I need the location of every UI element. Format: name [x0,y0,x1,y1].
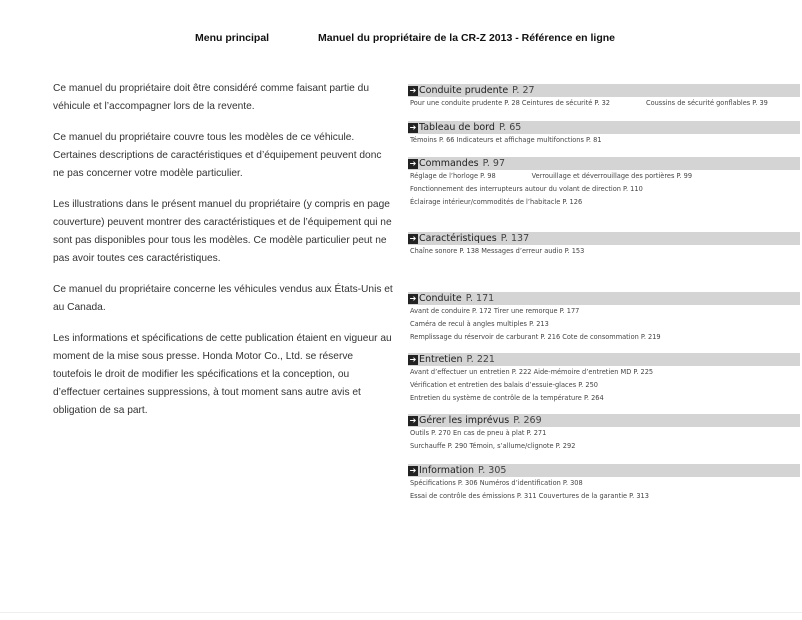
toc-section-header[interactable] [408,84,800,97]
arrow-right-icon: ➔ [409,293,417,303]
main-menu-link[interactable]: Menu principal [195,32,270,44]
toc-line [408,379,800,392]
toc-link[interactable]: Surchauffe P. 290 [410,442,468,450]
toc-link[interactable]: Cote de consommation P. 219 [562,333,661,341]
toc-link[interactable]: Chaîne sonore P. 138 [410,247,480,255]
section-page[interactable]: P. 65 [498,122,522,133]
toc-link[interactable]: Pour une conduite prudente P. 28 [410,99,520,107]
toc-link[interactable]: Indicateurs et affichage multifonctions P. 81 [456,136,602,144]
toc-section-header[interactable] [408,353,800,366]
toc-section [408,292,800,344]
toc-link[interactable]: En cas de pneu à plat P. 271 [453,429,547,437]
arrow-right-icon: ➔ [409,233,417,243]
toc-link[interactable]: Numéros d’identification P. 308 [479,479,583,487]
toc-section-header[interactable] [408,464,800,477]
toc-section [408,121,800,147]
section-title[interactable]: Entretien [419,354,463,365]
toc-line [408,440,800,453]
toc-line [408,490,800,503]
intro-paragraph: Ce manuel du propriétaire concerne les véhicules vendus aux États-Unis et au Canada. [53,284,393,313]
arrow-right-icon: ➔ [409,158,417,168]
toc-section-header[interactable] [408,414,800,427]
toc-line [408,305,800,318]
toc-line [408,427,800,440]
toc-line [408,183,800,196]
intro-paragraph: Les informations et spécifications de cette publication étaient en vigueur au moment de la mise sous presse. Honda Motor Co., Ltd. se réserve toutefois le droit de modifier les spécifications et la conception, ou d’effectuer certaines suppressions, à tout moment sans autre avis et obligation de sa part. [53,333,392,416]
toc-link[interactable]: Couvertures de la garantie P. 313 [538,492,649,500]
section-page[interactable]: P. 97 [482,158,506,169]
section-title[interactable]: Caractéristiques [419,233,497,244]
toc-line [408,366,800,379]
intro-paragraph: Ce manuel du propriétaire doit être considéré comme faisant partie du véhicule et l’accompagner lors de la revente. [53,83,369,112]
toc-line [408,170,800,183]
toc-link[interactable]: Témoin, s’allume/clignote P. 292 [469,442,576,450]
toc-link[interactable]: Coussins de sécurité gonflables P. 39 [645,99,768,107]
arrow-right-icon: ➔ [409,465,417,475]
toc-link[interactable]: Réglage de l’horloge P. 98 [410,172,496,180]
arrow-right-icon: ➔ [409,85,417,95]
toc-line [408,477,800,490]
toc-section [408,84,800,110]
toc-line [408,97,800,110]
toc-link[interactable]: Avant d’effectuer un entretien P. 222 [410,368,532,376]
page-title: Manuel du propriétaire de la CR-Z 2013 - Référence en ligne [318,32,615,44]
toc-link[interactable]: Tirer une remorque P. 177 [493,307,580,315]
toc-line [408,196,800,209]
toc-link[interactable]: Remplissage du réservoir de carburant P. 216 [410,333,561,341]
toc-link[interactable]: Ceintures de sécurité P. 32 [521,99,610,107]
section-title[interactable]: Conduite prudente [419,85,509,96]
section-title[interactable]: Gérer les imprévus [419,415,510,426]
arrow-right-icon: ➔ [409,415,417,425]
toc-section [408,353,800,405]
toc-link[interactable]: Caméra de recul à angles multiples P. 213 [410,320,549,328]
divider [0,612,802,613]
toc-section [408,414,800,453]
toc-link[interactable]: Témoins P. 66 [410,136,455,144]
section-page[interactable]: P. 269 [513,415,542,426]
toc-link[interactable]: Outils P. 270 [410,429,451,437]
toc-link[interactable]: Avant de conduire P. 172 [410,307,492,315]
section-title[interactable]: Commandes [419,158,479,169]
toc-link[interactable]: Spécifications P. 306 [410,479,478,487]
toc-line [408,245,800,258]
toc-link[interactable]: Aide-mémoire d’entretien MD P. 225 [533,368,654,376]
toc-link[interactable]: Verrouillage et déverrouillage des portières P. 99 [531,172,693,180]
toc-link[interactable]: Entretien du système de contrôle de la température P. 264 [410,394,604,402]
toc-section [408,157,800,209]
toc-section-header[interactable] [408,232,800,245]
toc-section-header[interactable] [408,121,800,134]
intro-paragraph: Les illustrations dans le présent manuel du propriétaire (y compris en page couverture) peuvent montrer des caractéristiques et de l’équipement qui ne sont pas disponibles pour tous les modèles. Ce modèle particulier peut ne pas avoir toutes ces caractéristiques. [53,199,392,264]
toc-line [408,331,800,344]
toc-link[interactable]: Essai de contrôle des émissions P. 311 [410,492,537,500]
section-page[interactable]: P. 221 [466,354,495,365]
arrow-right-icon: ➔ [409,122,417,132]
toc-section [408,464,800,503]
intro-text [53,80,393,433]
toc-link[interactable]: Fonctionnement des interrupteurs autour du volant de direction P. 110 [410,185,643,193]
toc-line [408,392,800,405]
toc-section-header[interactable] [408,292,800,305]
section-page[interactable]: P. 305 [478,465,507,476]
toc-link[interactable]: Éclairage intérieur/commodités de l’habitacle P. 126 [410,198,583,206]
section-title[interactable]: Tableau de bord [419,122,495,133]
section-page[interactable]: P. 27 [512,85,535,96]
arrow-right-icon: ➔ [409,354,417,364]
intro-paragraph: Ce manuel du propriétaire couvre tous les modèles de ce véhicule. Certaines descriptions de caractéristiques et d’équipement peuvent donc ne pas concerner votre modèle particulier. [53,132,382,179]
toc-section [408,232,800,258]
toc-section-header[interactable] [408,157,800,170]
section-title[interactable]: Conduite [419,293,462,304]
toc-link[interactable]: Messages d’erreur audio P. 153 [481,247,585,255]
section-page[interactable]: P. 171 [465,293,495,304]
section-page[interactable]: P. 137 [500,233,530,244]
section-title[interactable]: Information [419,465,474,476]
toc-line [408,134,800,147]
toc-link[interactable]: Vérification et entretien des balais d’essuie-glaces P. 250 [410,381,598,389]
toc-line [408,318,800,331]
